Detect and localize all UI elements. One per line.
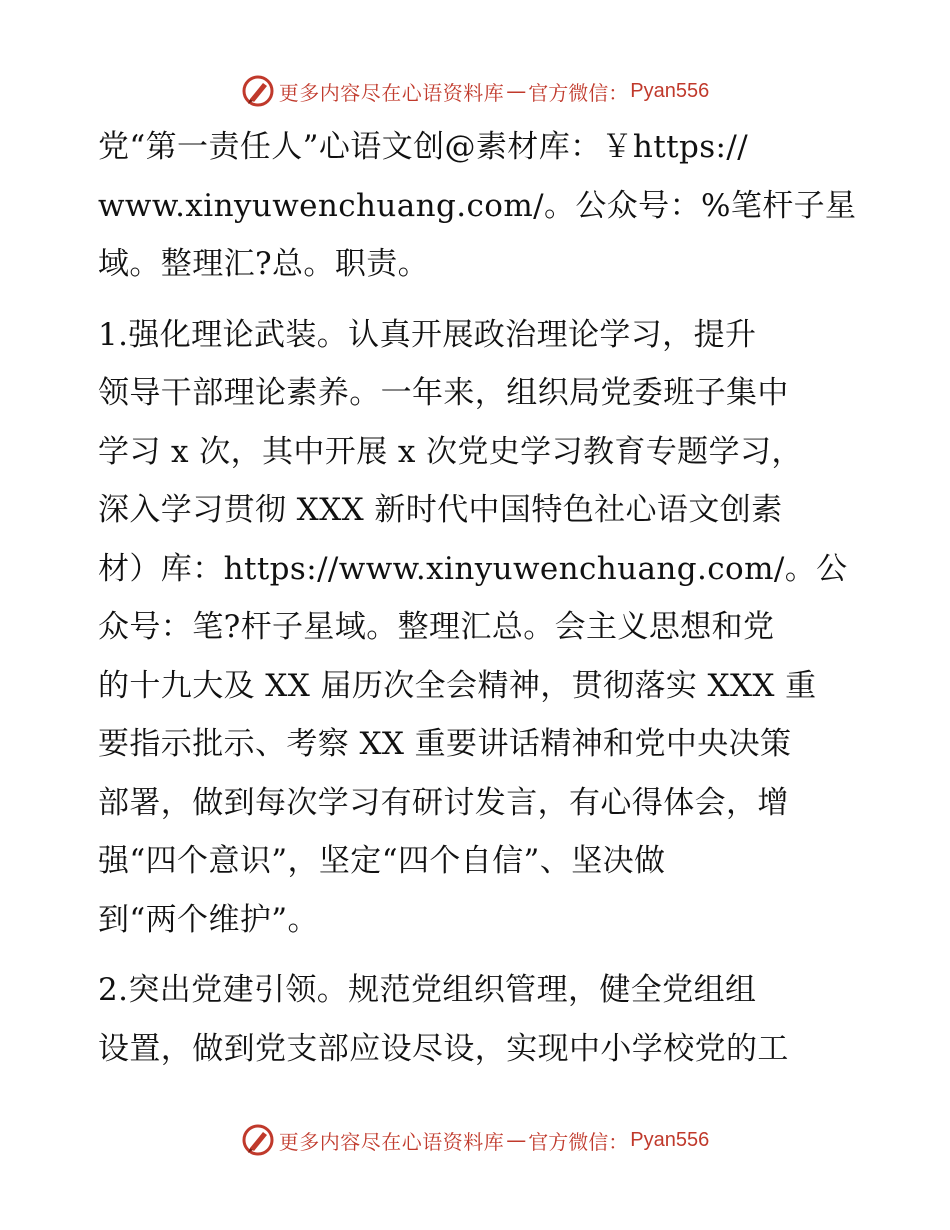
banner-brand-text: 更多内容尽在心语资料库 (278, 80, 505, 105)
text-line: 强“四个意识”，坚定“四个自信”、坚决做 (98, 843, 666, 879)
paragraph-item-1 (98, 306, 858, 950)
banner-wechat-label: 官方微信： (528, 1129, 629, 1154)
text-line: 深入学习贯彻 XXX 新时代中国特色社心语文创素 (98, 492, 783, 528)
text-line: www.xinyuwenchuang.com/。公众号：%笔杆子星 (98, 187, 857, 224)
text-line: 2.突出党建引领。规范党组织管理，健全党组组 (98, 972, 757, 1008)
document-body (98, 118, 858, 1078)
text-line: 到“两个维护”。 (98, 901, 319, 938)
banner-separator: — (506, 79, 527, 103)
banner-brand-text: 更多内容尽在心语资料库 (278, 1129, 505, 1154)
pen-logo-icon (241, 74, 275, 108)
banner-wechat-label: 官方微信： (528, 80, 629, 105)
paragraph-item-2 (98, 961, 858, 1078)
banner-wechat-id: Pyan556 (630, 79, 710, 102)
pen-logo-icon (241, 1123, 275, 1157)
footer-banner (0, 1120, 950, 1160)
text-line: 1.强化理论武装。认真开展政治理论学习，提升 (98, 316, 757, 353)
text-line: 部署，做到每次学习有研讨发言，有心得体会，增 (98, 784, 789, 821)
text-line: 要指示批示、考察 XX 重要讲话精神和党中央决策 (98, 726, 792, 762)
banner-separator: — (506, 1128, 527, 1152)
text-line: 域。整理汇?总。职责。 (98, 246, 430, 282)
header-banner (0, 71, 950, 111)
text-line: 学习 x 次，其中开展 x 次党史学习教育专题学习， (98, 433, 803, 470)
text-line: 材）库：https://www.xinyuwenchuang.com/。公 (98, 550, 848, 587)
text-line: 众号：笔?杆子星域。整理汇总。会主义思想和党 (98, 609, 775, 645)
text-line: 的十九大及 XX 届历次全会精神，贯彻落实 XXX 重 (98, 667, 817, 704)
banner-wechat-id: Pyan556 (630, 1128, 710, 1151)
text-line: 设置，做到党支部应设尽设，实现中小学校党的工 (98, 1030, 789, 1067)
text-line: 党“第一责任人”心语文创@素材库：￥https:// (98, 129, 749, 165)
text-line: 领导干部理论素养。一年来，组织局党委班子集中 (98, 375, 789, 411)
paragraph-intro (98, 118, 858, 294)
